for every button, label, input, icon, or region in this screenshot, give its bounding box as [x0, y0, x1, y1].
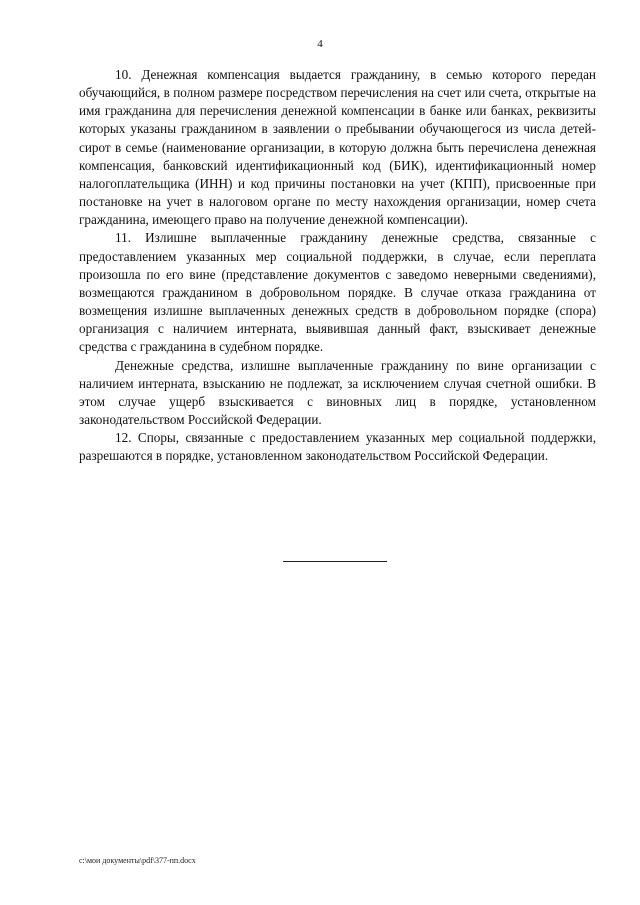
paragraph-10: 10. Денежная компенсация выдается гражданину, в семью которого передан обучающийся, в полном размере посредством перечисления на счет или счета, открытые на имя гражданина для перечисления денежной компенсации в банке или банках, реквизиты которых указаны гражданином в заявлении о пребывании обучающегося из числа детей-сирот в семье (наименование организации, в которую должна быть перечислена денежная компенсация, банковский идентификационный код (БИК), идентификационный номер налогоплательщика (ИНН) и код причины постановки на учет (КПП), присвоенные при постановке на учет в налоговом органе по месту нахождения организации, номер счета гражданина, имеющего право на получение денежной компенсации). [79, 67, 596, 228]
page-number: 4 [317, 38, 323, 50]
paragraph-12: 12. Споры, связанные с предоставлением указанных мер социальной поддержки, разрешаются в порядке, установленном законодательством Российской Федерации. [79, 430, 596, 464]
footer-file-path: c:\мои документы\pdf\377-пп.docx [79, 856, 196, 865]
paragraph-11: 11. Излишне выплаченные гражданину денежные средства, связанные с предоставлением указанных мер социальной поддержки, в случае, если переплата произошла по его вине (представление документов с заведомо неверными сведениями), возмещаются гражданином в добровольном порядке. В случае отказа гражданина от возмещения излишне выплаченных денежных средств в добровольном порядке (спора) организация с наличием интерната, выявившая данный факт, взыскивает денежные средства с гражданина в судебном порядке. [79, 230, 596, 355]
end-of-document-rule [283, 561, 387, 562]
paragraph-11-continued: Денежные средства, излишне выплаченные гражданину по вине организации с наличием интерната, взысканию не подлежат, за исключением случая счетной ошибки. В этом случае ущерб взыскивается с виновных лиц в порядке, установленном законодательством Российской Федерации. [79, 357, 596, 427]
document-body [79, 66, 596, 465]
